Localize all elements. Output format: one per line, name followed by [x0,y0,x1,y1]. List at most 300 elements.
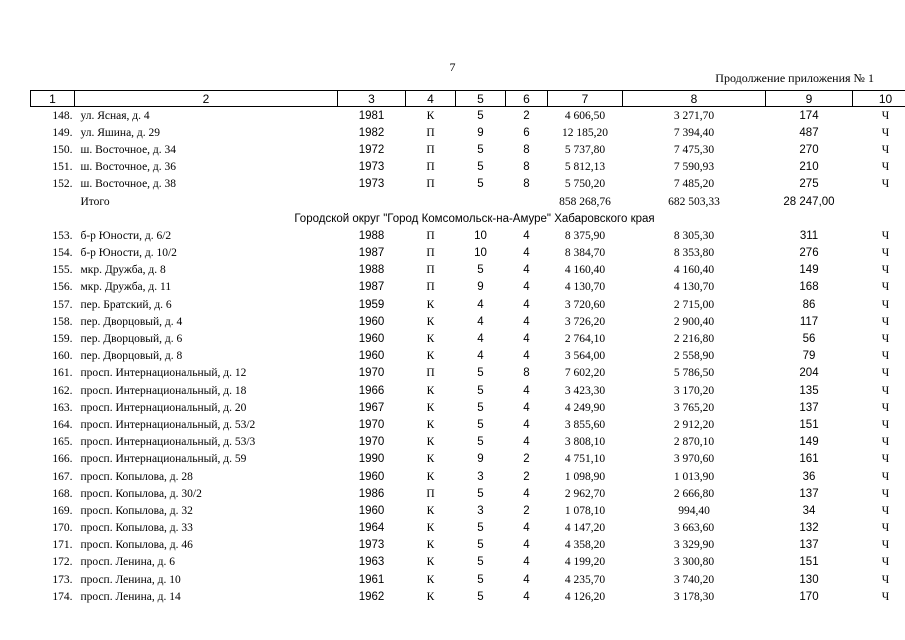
table-row [31,313,905,330]
living-area: 2 715,00 [673,298,715,311]
address: просп. Ленина, д. 10 [80,573,181,586]
table-body-top [31,107,905,193]
address: просп. Интернациональный, д. 12 [80,367,247,380]
category: Ч [881,470,890,483]
year-built: 1986 [358,487,385,500]
table-row [31,554,905,571]
category: Ч [881,573,890,586]
entrances: 2 [523,453,530,466]
floors: 5 [477,143,484,156]
year-built: 1982 [358,126,385,139]
entrances: 4 [523,573,530,586]
floors: 5 [477,264,484,277]
residents: 270 [799,143,819,156]
row-number: 148. [52,109,73,122]
column-header: 2 [75,91,338,107]
entrances: 4 [523,315,530,328]
year-built: 1972 [358,143,385,156]
entrances: 4 [523,264,530,277]
entrances: 4 [523,556,530,569]
residents: 487 [799,126,819,139]
living-area: 3 271,70 [673,109,715,122]
living-area: 2 216,80 [673,333,715,346]
table-row [31,537,905,554]
living-area: 3 970,60 [673,453,715,466]
year-built: 1970 [358,418,385,431]
living-area: 2 666,80 [673,487,715,500]
total-area: 2 764,10 [564,333,606,346]
year-built: 1960 [358,333,385,346]
table-row [31,485,905,502]
table-row [31,502,905,519]
address: просп. Копылова, д. 32 [80,504,193,517]
category: Ч [881,556,890,569]
year-built: 1960 [358,470,385,483]
wall-material: К [426,436,435,449]
wall-material: К [426,298,435,311]
floors: 4 [477,298,484,311]
floors: 5 [477,522,484,535]
entrances: 8 [523,161,530,174]
floors: 5 [477,109,484,122]
address: просп. Ленина, д. 14 [80,590,181,603]
entrances: 6 [523,126,530,139]
total-residents: 28 247,00 [783,195,835,208]
year-built: 1981 [358,109,385,122]
table-row [31,416,905,433]
wall-material: К [426,109,435,122]
year-built: 1973 [358,178,385,191]
total-area: 3 564,00 [564,350,606,363]
row-number: 172. [52,556,73,569]
address: б-р Юности, д. 10/2 [80,247,177,260]
wall-material: К [426,384,435,397]
row-number: 153. [52,229,73,242]
wall-material: П [426,247,435,260]
year-built: 1987 [358,247,385,260]
address: ул. Яшина, д. 29 [80,126,161,139]
entrances: 8 [523,367,530,380]
column-header: 8 [623,91,766,107]
residents: 210 [799,161,819,174]
table-row [31,365,905,382]
category: Ч [881,436,890,449]
table-row [31,330,905,347]
address: просп. Интернациональный, д. 53/2 [80,418,256,431]
floors: 4 [477,350,484,363]
floors: 9 [477,281,484,294]
category: Ч [881,418,890,431]
row-number: 168. [52,487,73,500]
total-area: 3 726,20 [564,315,606,328]
entrances: 4 [523,229,530,242]
wall-material: К [426,453,435,466]
wall-material: К [426,504,435,517]
living-area: 2 900,40 [673,315,715,328]
living-area: 8 353,80 [673,247,715,260]
wall-material: К [426,418,435,431]
address: мкр. Дружба, д. 11 [80,281,172,294]
address: просп. Интернациональный, д. 53/3 [80,436,256,449]
entrances: 4 [523,436,530,449]
living-area: 2 870,10 [673,436,715,449]
entrances: 8 [523,178,530,191]
category: Ч [881,161,890,174]
wall-material: П [426,143,435,156]
residents: 86 [802,298,816,311]
total-area: 8 375,90 [564,229,606,242]
row-number: 157. [52,298,73,311]
total-area: 4 160,40 [564,264,606,277]
totals-section [31,193,905,227]
year-built: 1988 [358,264,385,277]
row-number: 170. [52,522,73,535]
row-number: 160. [52,350,73,363]
total-living-area: 682 503,33 [668,195,720,208]
year-built: 1966 [358,384,385,397]
category: Ч [881,298,890,311]
row-number: 151. [52,161,73,174]
row-number: 165. [52,436,73,449]
floors: 5 [477,436,484,449]
living-area: 3 329,90 [673,539,715,552]
wall-material: П [426,281,435,294]
total-area: 2 962,70 [564,487,606,500]
table-row [31,451,905,468]
row-number: 164. [52,418,73,431]
total-area: 858 268,76 [559,195,611,208]
entrances: 2 [523,504,530,517]
floors: 9 [477,453,484,466]
total-area: 3 423,30 [564,384,606,397]
table-row [31,245,905,262]
total-area: 4 199,20 [564,556,606,569]
residents: 34 [802,504,816,517]
floors: 4 [477,333,484,346]
floors: 10 [474,247,487,260]
total-area: 12 185,20 [562,126,608,139]
address: просп. Интернациональный, д. 18 [80,384,247,397]
living-area: 4 160,40 [673,264,715,277]
floors: 5 [477,487,484,500]
floors: 3 [477,504,484,517]
row-number: 158. [52,315,73,328]
year-built: 1962 [358,590,385,603]
residents: 161 [799,453,819,466]
total-area: 4 147,20 [564,522,606,535]
category: Ч [881,315,890,328]
total-area: 4 358,20 [564,539,606,552]
living-area: 3 765,20 [673,401,715,414]
floors: 10 [474,229,487,242]
total-area: 4 235,70 [564,573,606,586]
row-number: 167. [52,470,73,483]
category: Ч [881,109,890,122]
wall-material: К [426,315,435,328]
total-area: 5 737,80 [564,143,606,156]
residents: 132 [799,522,819,535]
year-built: 1964 [358,522,385,535]
total-label: Итого [80,195,110,208]
column-header: 1 [31,91,75,107]
row-number: 163. [52,401,73,414]
wall-material: П [426,264,435,277]
table-row [31,588,905,605]
table-row [31,348,905,365]
residents: 275 [799,178,819,191]
address: просп. Копылова, д. 28 [80,470,193,483]
living-area: 5 786,50 [673,367,715,380]
entrances: 4 [523,590,530,603]
entrances: 4 [523,401,530,414]
wall-material: К [426,522,435,535]
wall-material: К [426,590,435,603]
year-built: 1959 [358,298,385,311]
row-number: 156. [52,281,73,294]
table-row [31,382,905,399]
row-number: 162. [52,384,73,397]
category: Ч [881,178,890,191]
total-area: 5 812,13 [564,161,606,174]
category: Ч [881,367,890,380]
row-number: 174. [52,590,73,603]
category: Ч [881,350,890,363]
residents: 174 [799,109,819,122]
year-built: 1961 [358,573,385,586]
year-built: 1960 [358,504,385,517]
living-area: 2 912,20 [673,418,715,431]
wall-material: К [426,350,435,363]
living-area: 994,40 [678,504,710,517]
address: просп. Ленина, д. 6 [80,556,175,569]
wall-material: К [426,333,435,346]
total-area: 1 098,90 [564,470,606,483]
year-built: 1960 [358,315,385,328]
living-area: 3 178,30 [673,590,715,603]
living-area: 7 394,40 [673,126,715,139]
category: Ч [881,522,890,535]
entrances: 4 [523,247,530,260]
residents: 79 [802,350,816,363]
address: ул. Ясная, д. 4 [80,109,150,122]
entrances: 8 [523,143,530,156]
table-row [31,124,905,141]
living-area: 1 013,90 [673,470,715,483]
residents: 137 [799,401,819,414]
column-header: 3 [338,91,406,107]
address: просп. Копылова, д. 33 [80,522,193,535]
appendix-note: Продолжение приложения № 1 [715,71,874,85]
section-title-row [31,210,905,227]
row-number: 166. [52,453,73,466]
entrances: 4 [523,418,530,431]
entrances: 4 [523,281,530,294]
column-header: 7 [548,91,623,107]
entrances: 4 [523,384,530,397]
living-area: 2 558,90 [673,350,715,363]
year-built: 1987 [358,281,385,294]
total-area: 4 751,10 [564,453,606,466]
category: Ч [881,333,890,346]
table-body-bottom [31,227,905,605]
year-built: 1970 [358,436,385,449]
living-area: 3 740,20 [673,573,715,586]
total-area: 4 126,20 [564,590,606,603]
floors: 3 [477,470,484,483]
residents: 137 [799,487,819,500]
residents: 149 [799,264,819,277]
total-area: 7 602,20 [564,367,606,380]
living-area: 3 170,20 [673,384,715,397]
address: ш. Восточное, д. 36 [80,161,177,174]
table-row [31,468,905,485]
residents: 311 [799,229,819,242]
total-area: 1 078,10 [564,504,606,517]
address: ш. Восточное, д. 34 [80,143,177,156]
column-header: 4 [406,91,456,107]
table-row [31,296,905,313]
total-area: 4 130,70 [564,281,606,294]
living-area: 3 663,60 [673,522,715,535]
address: пер. Дворцовый, д. 8 [80,350,183,363]
total-area: 3 720,60 [564,298,606,311]
residents: 56 [802,333,816,346]
residents: 151 [799,418,819,431]
table-row [31,520,905,537]
floors: 5 [477,539,484,552]
category: Ч [881,229,890,242]
year-built: 1973 [358,539,385,552]
year-built: 1990 [358,453,385,466]
year-built: 1960 [358,350,385,363]
wall-material: П [426,178,435,191]
floors: 5 [477,401,484,414]
entrances: 4 [523,487,530,500]
entrances: 2 [523,470,530,483]
total-row [31,193,905,210]
residents: 149 [799,436,819,449]
category: Ч [881,453,890,466]
living-area: 8 305,30 [673,229,715,242]
category: Ч [881,247,890,260]
residents: 135 [799,384,819,397]
entrances: 4 [523,333,530,346]
living-area: 7 475,30 [673,143,715,156]
row-number: 154. [52,247,73,260]
residents: 151 [799,556,819,569]
address: просп. Интернациональный, д. 59 [80,453,247,466]
residents: 170 [799,590,819,603]
floors: 5 [477,418,484,431]
address: просп. Копылова, д. 46 [80,539,193,552]
row-number: 169. [52,504,73,517]
residents: 276 [799,247,819,260]
column-header-row [31,91,905,107]
address: мкр. Дружба, д. 8 [80,264,166,277]
residents: 168 [799,281,819,294]
wall-material: К [426,573,435,586]
category: Ч [881,539,890,552]
table-row [31,107,905,125]
address: ш. Восточное, д. 38 [80,178,177,191]
row-number: 173. [52,573,73,586]
column-header: 6 [506,91,548,107]
entrances: 4 [523,539,530,552]
row-number: 161. [52,367,73,380]
table-row [31,159,905,176]
year-built: 1970 [358,367,385,380]
floors: 5 [477,573,484,586]
row-number: 150. [52,143,73,156]
living-area: 7 485,20 [673,178,715,191]
category: Ч [881,281,890,294]
floors: 5 [477,367,484,380]
wall-material: П [426,229,435,242]
category: Ч [881,126,890,139]
entrances: 4 [523,522,530,535]
floors: 5 [477,178,484,191]
living-area: 3 300,80 [673,556,715,569]
year-built: 1988 [358,229,385,242]
living-area: 7 590,93 [673,161,715,174]
section-title: Городской округ "Город Комсомольск-на-Амуре" Хабаровского края [294,212,655,225]
column-header: 9 [766,91,853,107]
row-number: 149. [52,126,73,139]
residents: 204 [799,367,819,380]
table-row [31,434,905,451]
address: пер. Братский, д. 6 [80,298,172,311]
wall-material: К [426,470,435,483]
table-row [31,399,905,416]
residents: 36 [802,470,816,483]
total-area: 3 855,60 [564,418,606,431]
table-row [31,262,905,279]
wall-material: П [426,487,435,500]
total-area: 5 750,20 [564,178,606,191]
category: Ч [881,401,890,414]
floors: 9 [477,126,484,139]
living-area: 4 130,70 [673,281,715,294]
floors: 5 [477,556,484,569]
row-number: 159. [52,333,73,346]
table-row [31,571,905,588]
address: просп. Интернациональный, д. 20 [80,401,247,414]
page-number: 7 [449,60,456,74]
wall-material: К [426,401,435,414]
total-area: 3 808,10 [564,436,606,449]
row-number: 155. [52,264,73,277]
table-row [31,227,905,244]
category: Ч [881,264,890,277]
address: пер. Дворцовый, д. 4 [80,315,183,328]
wall-material: К [426,539,435,552]
table-row [31,176,905,193]
entrances: 4 [523,298,530,311]
residents: 130 [799,573,819,586]
address: просп. Копылова, д. 30/2 [80,487,202,500]
entrances: 2 [523,109,530,122]
floors: 4 [477,315,484,328]
category: Ч [881,504,890,517]
year-built: 1967 [358,401,385,414]
floors: 5 [477,590,484,603]
total-area: 4 249,90 [564,401,606,414]
residents: 137 [799,539,819,552]
wall-material: П [426,367,435,380]
floors: 5 [477,384,484,397]
wall-material: К [426,556,435,569]
category: Ч [881,590,890,603]
